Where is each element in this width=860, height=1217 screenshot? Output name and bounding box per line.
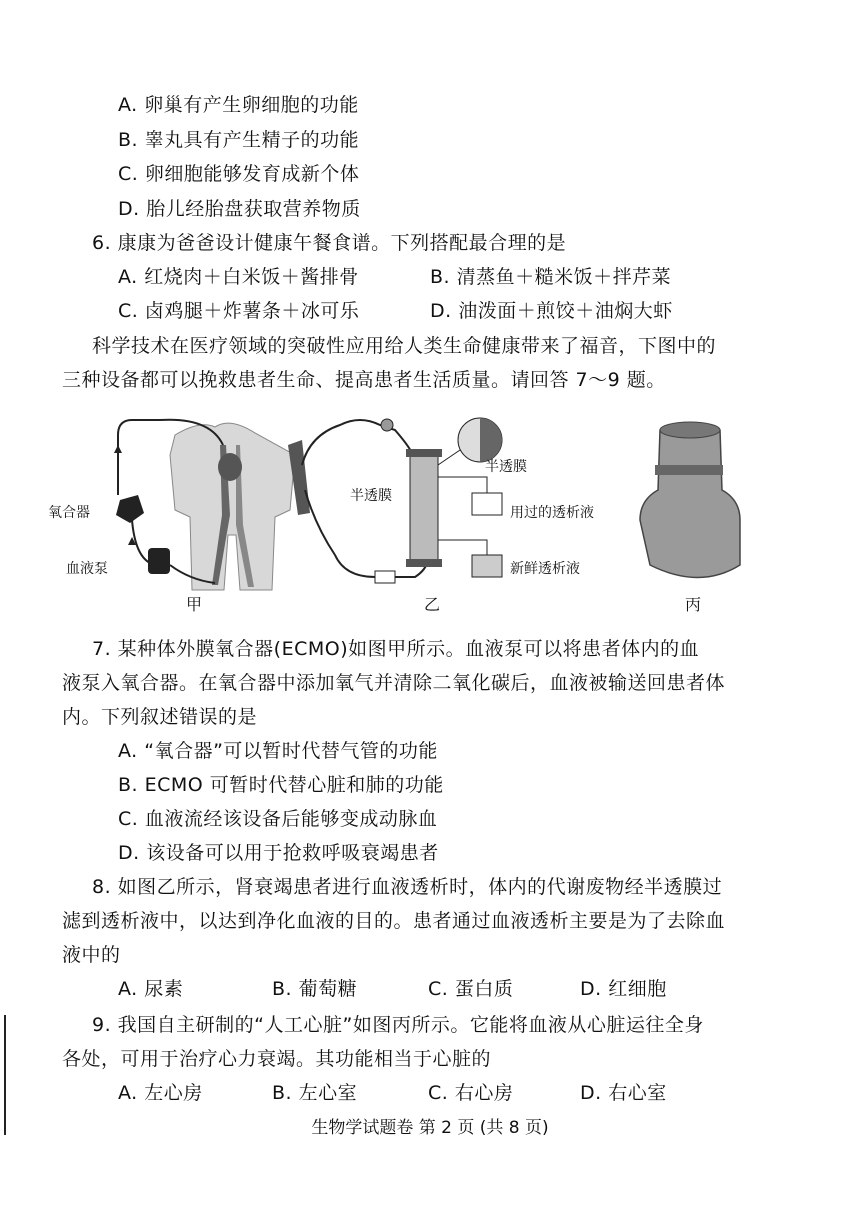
q9-option-a: A. 左心房 [118, 1082, 203, 1104]
dialyzer-cap-bottom [406, 559, 442, 567]
arrow-up-icon [114, 445, 122, 453]
heart-shape [218, 453, 242, 481]
q8-option-b: B. 葡萄糖 [272, 978, 358, 1000]
q5-option-a: A. 卵巢有产生卵细胞的功能 [118, 94, 359, 116]
fresh-fluid-line [438, 540, 487, 555]
q8-option-a: A. 尿素 [118, 978, 184, 1000]
device-band [655, 465, 723, 475]
q6-stem: 6. 康康为爸爸设计健康午餐食谱。下列搭配最合理的是 [92, 232, 567, 254]
q6-option-b: B. 清蒸鱼＋糙米饭＋拌芹菜 [430, 266, 672, 288]
caption-jia: 甲 [186, 595, 203, 614]
q6-option-c: C. 卤鸡腿＋炸薯条＋冰可乐 [118, 300, 360, 322]
q8-option-c: C. 蛋白质 [428, 978, 514, 1000]
used-fluid-container [472, 493, 502, 515]
caption-yi: 乙 [424, 595, 441, 614]
torso-illustration [170, 423, 295, 590]
membrane-zoom-half [480, 418, 502, 462]
q8-stem-line-2: 滤到透析液中，以达到净化血液的目的。患者通过血液透析主要是为了去除血 [62, 910, 726, 932]
q9-stem-line-1: 9. 我国自主研制的“人工心脏”如图丙所示。它能将血液从心脏运往全身 [92, 1014, 704, 1036]
device-top [660, 422, 720, 438]
q7-stem-line-3: 内。下列叙述错误的是 [62, 706, 258, 728]
caption-bing: 丙 [685, 595, 702, 614]
q5-option-d: D. 胎儿经胎盘获取营养物质 [118, 198, 361, 220]
pump-icon [381, 419, 393, 431]
used-fluid-label: 用过的透析液 [510, 505, 594, 521]
q7-option-d: D. 该设备可以用于抢救呼吸衰竭患者 [118, 842, 439, 864]
q9-option-b: B. 左心室 [272, 1082, 358, 1104]
pump-device [148, 548, 170, 574]
q9-stem-line-2: 各处，可用于治疗心力衰竭。其功能相当于心脏的 [62, 1048, 492, 1070]
q8-stem-line-3: 液中的 [62, 944, 121, 966]
dialyzer-cap-top [406, 449, 442, 457]
q7-option-c: C. 血液流经该设备后能够变成动脉血 [118, 808, 438, 830]
q6-option-a: A. 红烧肉＋白米饭＋酱排骨 [118, 266, 359, 288]
fresh-fluid-container [472, 555, 502, 577]
q7-option-a: A. “氧合器”可以暂时代替气管的功能 [118, 740, 438, 762]
medical-devices-figure [40, 405, 820, 620]
q8-stem-line-1: 8. 如图乙所示，肾衰竭患者进行血液透析时，体内的代谢废物经半透膜过 [92, 876, 723, 898]
blood-line-top [302, 420, 412, 465]
pump-label: 血液泵 [66, 561, 108, 577]
figure-jia [48, 420, 295, 614]
artificial-heart-device [640, 423, 740, 578]
intro-line-2: 三种设备都可以挽救患者生命、提高患者生活质量。请回答 7～9 题。 [62, 369, 666, 391]
q5-option-c: C. 卵细胞能够发育成新个体 [118, 163, 360, 185]
q6-option-d: D. 油泼面＋煎饺＋油焖大虾 [430, 300, 673, 322]
pump-box [375, 571, 395, 583]
membrane-label-side: 半透膜 [350, 488, 392, 504]
q9-option-d: D. 右心室 [580, 1082, 667, 1104]
q8-option-d: D. 红细胞 [580, 978, 667, 1000]
q9-option-c: C. 右心房 [428, 1082, 514, 1104]
q7-stem-line-2: 液泵入氧合器。在氧合器中添加氧气并清除二氧化碳后，血液被输送回患者体 [62, 672, 726, 694]
figure-yi [288, 418, 594, 614]
page-footer: 生物学试题卷 第 2 页 (共 8 页) [311, 1118, 549, 1138]
intro-line-1: 科学技术在医疗领域的突破性应用给人类生命健康带来了福音，下图中的 [92, 335, 717, 357]
oxygenator-device [116, 495, 144, 523]
dialyzer-column [410, 453, 438, 563]
used-fluid-line [438, 477, 487, 493]
q7-option-b: B. ECMO 可暂时代替心脏和肺的功能 [118, 774, 444, 796]
membrane-label-top: 半透膜 [485, 459, 527, 475]
q7-stem-line-1: 7. 某种体外膜氧合器(ECMO)如图甲所示。血液泵可以将患者体内的血 [92, 638, 700, 660]
q5-option-b: B. 睾丸具有产生精子的功能 [118, 129, 360, 151]
figure-bing [640, 422, 740, 614]
oxygenator-label: 氧合器 [48, 505, 90, 521]
fresh-fluid-label: 新鲜透析液 [510, 561, 580, 577]
